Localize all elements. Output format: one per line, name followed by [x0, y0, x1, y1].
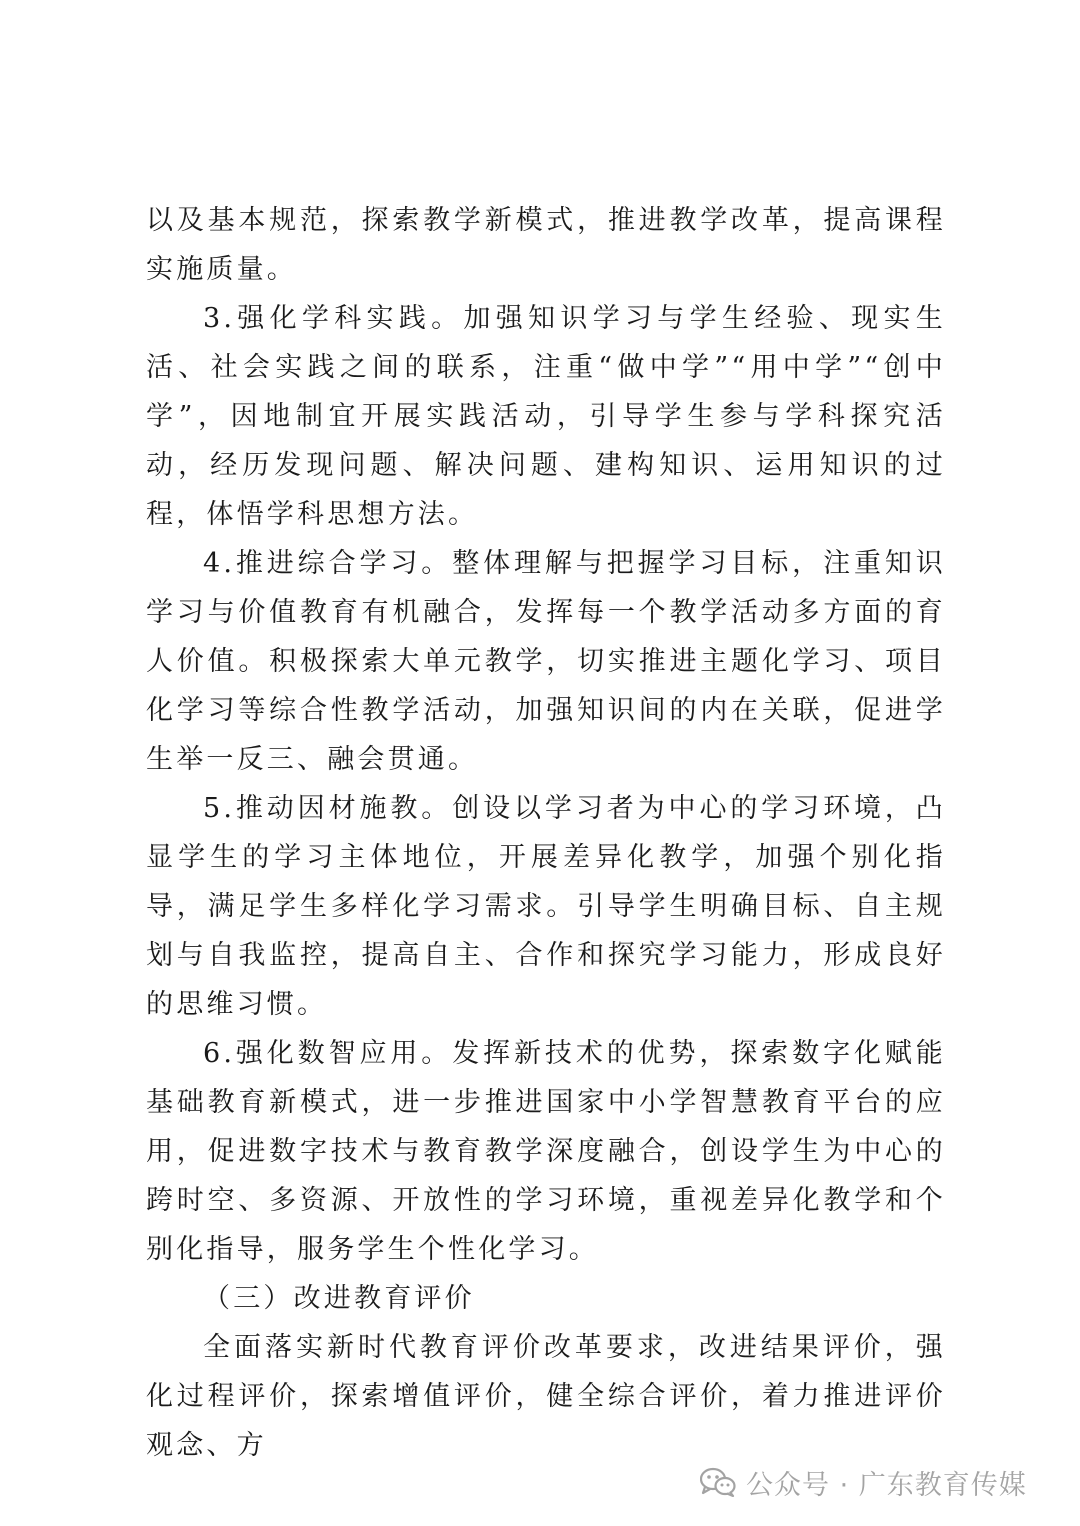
paragraph-item-5: 5.推动因材施教。创设以学习者为中心的学习环境，凸显学生的学习主体地位，开展差异化教学，加强个别化指导，满足学生多样化学习需求。引导学生明确目标、自主规划与自我监控，提高自主、合作和探究学习能力，形成良好的思维习惯。 — [146, 793, 946, 1020]
document-body — [146, 196, 946, 1470]
paragraph-evaluation: 全面落实新时代教育评价改革要求，改进结果评价，强化过程评价，探索增值评价，健全综合评价，着力推进评价观念、方 — [146, 1332, 946, 1461]
watermark-text: 公众号 · 广东教育传媒 — [746, 1469, 1027, 1501]
paragraph-item-6: 6.强化数智应用。发挥新技术的优势，探索数字化赋能基础教育新模式，进一步推进国家中小学智慧教育平台的应用，促进数字技术与教育教学深度融合，创设学生为中心的跨时空、多资源、开放性的学习环境，重视差异化教学和个别化指导，服务学生个性化学习。 — [146, 1038, 946, 1265]
paragraph-item-4: 4.推进综合学习。整体理解与把握学习目标，注重知识学习与价值教育有机融合，发挥每一个教学活动多方面的育人价值。积极探索大单元教学，切实推进主题化学习、项目化学习等综合性教学活动，加强知识间的内在关联，促进学生举一反三、融会贯通。 — [146, 548, 946, 775]
paragraph-1: 以及基本规范，探索教学新模式，推进教学改革，提高课程实施质量。 — [146, 205, 946, 285]
wechat-icon — [700, 1467, 736, 1497]
paragraph-item-3: 3.强化学科实践。加强知识学习与学生经验、现实生活、社会实践之间的联系，注重“做中学”“用中学”“创中学”，因地制宜开展实践活动，引导学生参与学科探究活动，经历发现问题、解决问题、建构知识、运用知识的过程，体悟学科思想方法。 — [146, 303, 946, 530]
section-heading-3: （三）改进教育评价 — [203, 1283, 475, 1314]
watermark — [700, 1458, 1027, 1506]
